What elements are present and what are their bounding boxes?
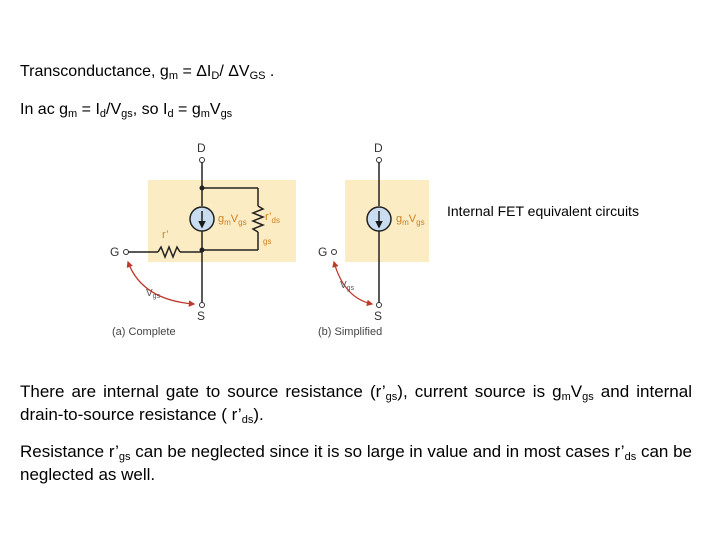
subscript: gs <box>220 108 233 120</box>
text-segment: Transconductance, g <box>20 63 169 80</box>
text-segment: In ac g <box>20 101 69 118</box>
gs-label-small: gs <box>263 237 272 246</box>
text-segment: r’ <box>265 211 272 223</box>
text-segment: = g <box>173 101 201 118</box>
gate-label-a: G <box>110 245 120 259</box>
text-segment: V <box>230 213 239 225</box>
drain-label-b: D <box>374 141 383 155</box>
subscript: GS <box>249 70 266 82</box>
subscript: ds <box>241 414 254 426</box>
text-segment: . <box>265 63 275 80</box>
text-segment: V <box>146 288 153 299</box>
gate-terminal-b <box>332 250 337 255</box>
subscript: m <box>224 218 231 227</box>
subscript: m <box>200 108 210 120</box>
text-segment: /V <box>106 101 122 118</box>
text-segment: = ΔI <box>178 63 212 80</box>
subscript: D <box>211 70 220 82</box>
vgs-arrow-label-a <box>146 288 161 300</box>
caption-complete: (a) Complete <box>112 326 176 338</box>
gate-terminal-a <box>124 250 129 255</box>
source-terminal-a <box>200 303 205 308</box>
drain-label-a: D <box>197 141 206 155</box>
paragraph-neglect-resistance <box>20 440 692 486</box>
subscript: m <box>402 218 409 227</box>
drain-terminal-b <box>377 158 382 163</box>
subscript: ds <box>624 451 637 463</box>
subscript: m <box>68 108 78 120</box>
gate-label-b: G <box>318 245 328 259</box>
r-prime-label: r’ <box>162 229 169 241</box>
text-segment: g <box>218 213 225 225</box>
subscript: gs <box>238 218 247 227</box>
subscript: gs <box>152 293 161 300</box>
text-segment: Resistance r’ <box>20 442 119 461</box>
subscript: m <box>168 70 178 82</box>
drain-terminal-a <box>200 158 205 163</box>
text-segment: can be neglected since it is so large in value and in most cases r’ <box>130 442 625 461</box>
text-segment: / ΔV <box>219 63 250 80</box>
subscript: gs <box>346 285 355 292</box>
text-segment: and internal drain-to-source resistance ( r’ <box>20 382 692 424</box>
text-segment: ), current source is g <box>397 382 562 401</box>
text-segment: g <box>396 213 403 225</box>
subscript: d <box>99 108 107 120</box>
text-segment: V <box>408 213 417 225</box>
text-segment: ). <box>253 405 264 424</box>
subscript: ds <box>271 216 280 225</box>
vgs-arrow-a <box>128 262 194 304</box>
vgs-arrow-label-b <box>340 280 355 292</box>
subscript: gs <box>118 451 131 463</box>
text-segment: can be neglected as well. <box>20 442 693 484</box>
subscript: gs <box>416 218 425 227</box>
text-segment: V <box>209 101 221 118</box>
subscript: gs <box>385 391 398 403</box>
text-segment: V <box>570 382 583 401</box>
text-segment: V <box>340 280 347 291</box>
subscript: m <box>561 391 571 403</box>
source-label-b: S <box>374 309 383 323</box>
paragraph-internal-components <box>20 380 692 426</box>
source-terminal-b <box>377 303 382 308</box>
subscript: gs <box>582 391 594 403</box>
subscript: d <box>167 108 174 120</box>
text-segment: There are internal gate to source resistance (r’ <box>20 382 386 401</box>
diagram-title: Internal FET equivalent circuits <box>447 203 639 219</box>
subscript: gs <box>121 108 133 120</box>
source-label-a: S <box>197 309 206 323</box>
text-segment: , so I <box>132 101 168 118</box>
caption-simplified: (b) Simplified <box>318 326 383 338</box>
text-segment: = I <box>77 101 100 118</box>
